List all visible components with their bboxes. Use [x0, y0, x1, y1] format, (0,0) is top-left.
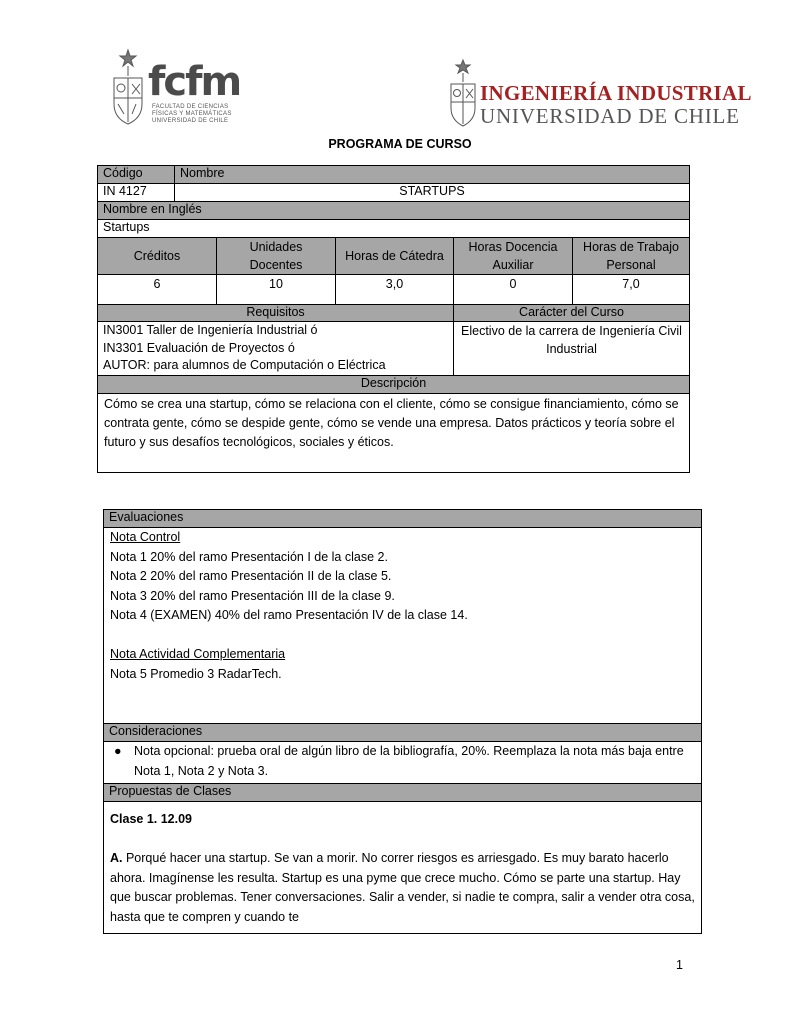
nota-item: Nota 5 Promedio 3 RadarTech.: [110, 666, 282, 681]
unidades-value: 10: [217, 275, 336, 305]
nota-item: Nota 4 (EXAMEN) 40% del ramo Presentación IV de la clase 14.: [110, 608, 468, 622]
requisito-item: IN3301 Evaluación de Proyectos ó: [103, 340, 295, 355]
course-name: STARTUPS: [175, 184, 690, 202]
clase-paragraph: [110, 849, 695, 927]
course-code: IN 4127: [98, 184, 175, 202]
clase-text: Porqué hacer una startup. Se van a morir. No correr riesgos es arriesgado. Es muy barato hacerlo ahora. Imagínense les resulta. Startup es una pyme que crece mucho. Cómo se parte una startup. Hay que buscar problemas. Tener conversaciones. Salir a vender, si nadie te compra, salir a vender otra cosa, hasta que te compren y cuando te: [110, 851, 695, 924]
evaluaciones-body: [104, 528, 702, 724]
creditos-value: 6: [98, 275, 217, 305]
nombre-label: Nombre: [175, 166, 690, 184]
consideraciones-body: [104, 742, 702, 784]
auxiliar-value: 0: [454, 275, 573, 305]
ingenieria-industrial-logo: [448, 58, 752, 130]
university-crest-icon: [448, 58, 478, 128]
nota-item: Nota 1 20% del ramo Presentación I de la clase 2.: [110, 549, 388, 564]
english-name-label: Nombre en Inglés: [98, 202, 690, 220]
unidades-header: Unidades Docentes: [217, 238, 336, 275]
fcfm-wordmark: fcfm: [148, 59, 241, 105]
clase-lead: A.: [110, 851, 123, 865]
consideraciones-bullet: Nota opcional: prueba oral de algún libro de la bibliografía, 20%. Reemplaza la nota más baja entre Nota 1, Nota 2 y Nota 3.: [134, 744, 684, 778]
nota-item: Nota 3 20% del ramo Presentación III de la clase 9.: [110, 588, 395, 603]
catedra-value: 3,0: [336, 275, 454, 305]
evaluaciones-label: Evaluaciones: [104, 510, 702, 528]
page-title: PROGRAMA DE CURSO: [328, 137, 472, 151]
requisito-item: AUTOR: para alumnos de Computación o Eléctrica: [103, 358, 386, 372]
nota-control-title: Nota Control: [110, 530, 181, 544]
ii-logo-line1: INGENIERÍA INDUSTRIAL: [480, 81, 752, 105]
codigo-label: Código: [98, 166, 175, 184]
ii-logo-line2: UNIVERSIDAD DE CHILE: [480, 104, 740, 128]
consideraciones-label: Consideraciones: [104, 724, 702, 742]
descripcion-text: Cómo se crea una startup, cómo se relaciona con el cliente, cómo se consigue financiamiento, cómo se contrata gente, cómo se despide gente, cómo se vende una empresa. Datos prácticos y teoría sobre el futuro y sus desafíos tecnológicos, sociales y éticos.: [98, 394, 690, 473]
descripcion-label: Descripción: [98, 376, 690, 394]
personal-header: Horas de Trabajo Personal: [573, 238, 690, 275]
clase-title: Clase 1. 12.09: [110, 812, 193, 826]
course-info-table: [97, 165, 690, 473]
evaluaciones-table: [103, 509, 702, 934]
caracter-value: Electivo de la carrera de Ingeniería Civil Industrial: [454, 322, 690, 376]
page-number: 1: [676, 958, 683, 972]
creditos-header: Créditos: [98, 238, 217, 275]
propuestas-body: [104, 802, 702, 934]
caracter-label: Carácter del Curso: [454, 305, 690, 322]
requisito-item: IN3001 Taller de Ingeniería Industrial ó: [103, 323, 318, 337]
catedra-header: Horas de Cátedra: [336, 238, 454, 275]
propuestas-label: Propuestas de Clases: [104, 784, 702, 802]
nota-complementaria-title: Nota Actividad Complementaria: [110, 647, 286, 661]
requisitos-cell: [98, 322, 454, 376]
fcfm-logo: [110, 48, 240, 130]
auxiliar-header: Horas Docencia Auxiliar: [454, 238, 573, 275]
personal-value: 7,0: [573, 275, 690, 305]
requisitos-label: Requisitos: [98, 305, 454, 322]
university-crest-icon: [110, 48, 146, 126]
bullet-icon: ●: [114, 744, 122, 758]
fcfm-subtitle-line3: UNIVERSIDAD DE CHILE: [152, 118, 229, 124]
english-name: Startups: [98, 220, 690, 238]
fcfm-subtitle-line2: FÍSICAS Y MATEMÁTICAS: [152, 111, 232, 117]
fcfm-subtitle-line1: FACULTAD DE CIENCIAS: [152, 104, 229, 110]
nota-item: Nota 2 20% del ramo Presentación II de la clase 5.: [110, 569, 392, 583]
